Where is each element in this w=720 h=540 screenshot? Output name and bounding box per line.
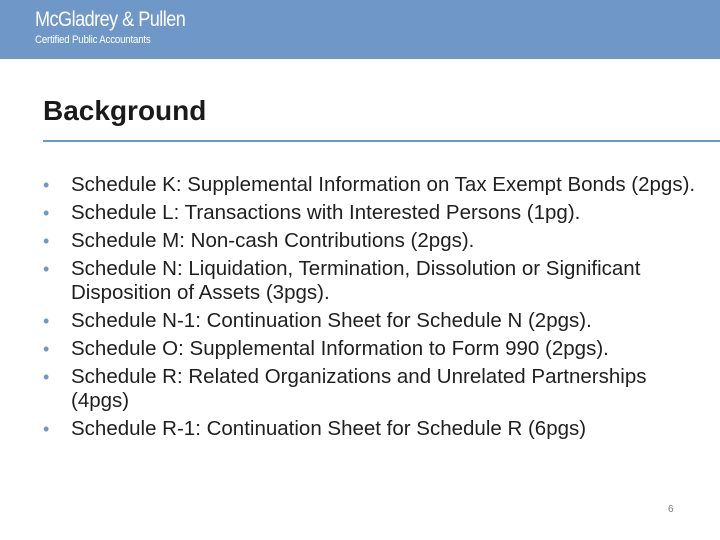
bullet-list — [43, 173, 703, 445]
bullet-item — [43, 337, 703, 361]
bullet-item — [43, 417, 703, 441]
bullet-item — [43, 309, 703, 333]
bullet-item — [43, 201, 703, 225]
brand-name: McGladrey & Pullen — [35, 8, 186, 31]
bullet-dot-icon: • — [43, 231, 50, 251]
bullet-text: Schedule M: Non-cash Contributions (2pgs). — [71, 229, 475, 252]
bullet-text: Schedule O: Supplemental Information to Form 990 (2pgs). — [71, 337, 609, 360]
brand-tagline: Certified Public Accountants — [35, 34, 151, 46]
bullet-text: Schedule R: Related Organizations and Unrelated Partnerships (4pgs) — [71, 365, 647, 412]
bullet-dot-icon: • — [43, 311, 50, 331]
bullet-text: Schedule L: Transactions with Interested Persons (1pg). — [71, 201, 581, 224]
slide-title: Background — [43, 95, 207, 126]
bullet-dot-icon: • — [43, 367, 50, 387]
bullet-text: Schedule K: Supplemental Information on Tax Exempt Bonds (2pgs). — [71, 173, 696, 196]
bullet-text: Schedule N: Liquidation, Termination, Dissolution or Significant Disposition of Assets (3pgs). — [71, 257, 641, 304]
header-bar — [0, 0, 720, 59]
bullet-dot-icon: • — [43, 259, 50, 279]
bullet-item — [43, 229, 703, 253]
bullet-item — [43, 173, 703, 197]
brand-logo — [35, 8, 210, 47]
bullet-item — [43, 257, 703, 305]
title-divider — [43, 140, 720, 142]
bullet-text: Schedule N-1: Continuation Sheet for Schedule N (2pgs). — [71, 309, 592, 332]
bullet-dot-icon: • — [43, 175, 50, 195]
bullet-dot-icon: • — [43, 203, 50, 223]
bullet-item — [43, 365, 703, 413]
slide-page-number: 6 — [668, 504, 674, 515]
bullet-dot-icon: • — [43, 419, 50, 439]
bullet-dot-icon: • — [43, 339, 50, 359]
bullet-text: Schedule R-1: Continuation Sheet for Schedule R (6pgs) — [71, 417, 587, 440]
